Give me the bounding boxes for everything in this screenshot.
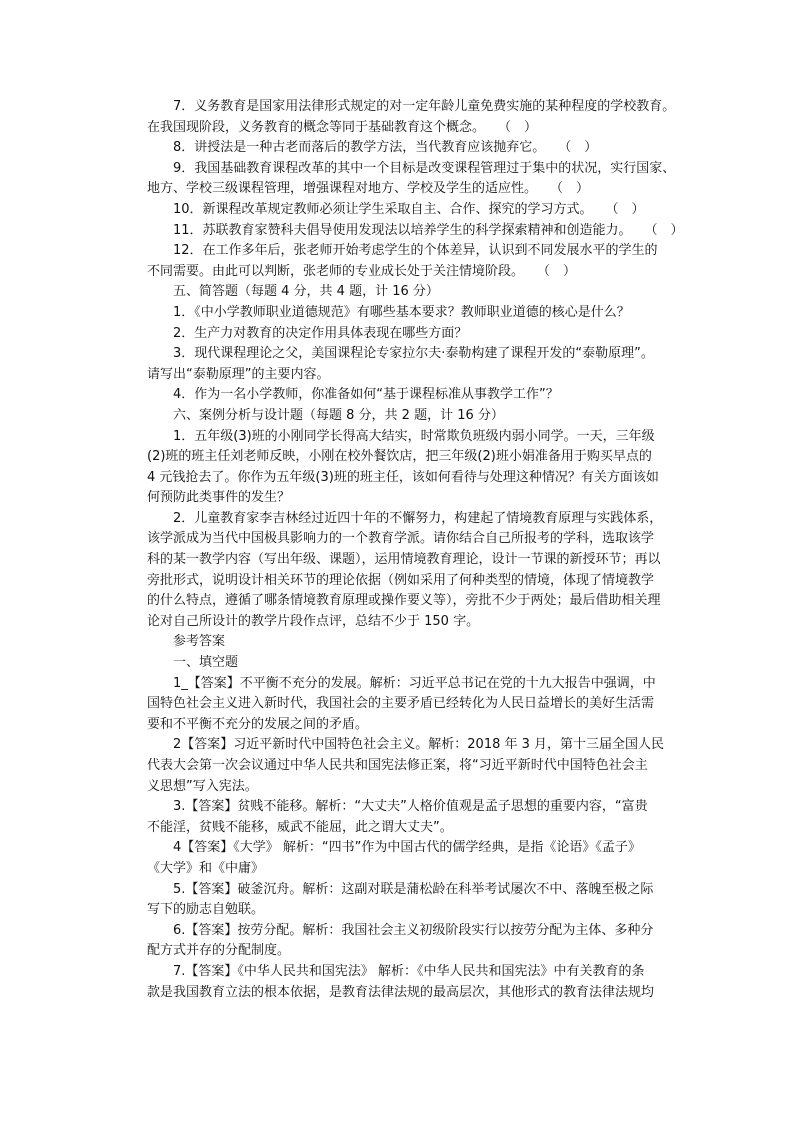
text-line: 6.【答案】按劳分配。解析：我国社会主义初级阶段实行以按劳分配为主体、多种分 xyxy=(147,922,654,938)
section-heading-fill-blank xyxy=(147,653,657,674)
answer-7 xyxy=(147,962,657,1003)
question-10 xyxy=(147,200,657,221)
answer-4 xyxy=(147,838,657,879)
answer-2 xyxy=(147,735,665,797)
case-question-2 xyxy=(147,509,663,633)
text-line: 不同需要。由此可以判断，张老师的专业成长处于关注情境阶段。 （ ） xyxy=(147,263,577,279)
short-answer-1 xyxy=(147,303,657,324)
text-line: 3．现代课程理论之父，美国课程论专家拉尔夫·泰勒构建了课程开发的“泰勒原理”。 xyxy=(147,346,654,362)
text-line: 六、案例分析与设计题（每题 8 分，共 2 题，计 16 分） xyxy=(147,407,504,423)
short-answer-4 xyxy=(147,385,657,406)
text-line: 参考答案 xyxy=(147,634,226,650)
text-line: 7．义务教育是国家用法律形式规定的对一定年龄儿童免费实施的某种程度的学校教育。 xyxy=(147,99,676,114)
text-line: 要和不平衡不充分的发展之间的矛盾。 xyxy=(147,716,369,732)
text-line: 3.【答案】贫贱不能移。解析：“大丈夫”人格价值观是孟子思想的重要内容，“富贵 xyxy=(147,799,648,815)
text-line: 5.【答案】破釜沉舟。解析：这副对联是蒲松龄在科举考试屡次不中、落魄至极之际 xyxy=(147,881,654,897)
text-line: 款是我国教育立法的根本依据，是教育法律法规的最高层次，其他形式的教育法律法规均 xyxy=(147,984,655,1000)
reference-answers-heading xyxy=(147,632,657,653)
text-line: 9．我国基础教育课程改革的其中一个目标是改变课程管理过于集中的状况，实行国家、 xyxy=(147,160,676,176)
text-line: 1_【答案】不平衡不充分的发展。解析：习近平总书记在党的十九大报告中强调，中 xyxy=(147,675,656,691)
text-line: 2【答案】习近平新时代中国特色社会主义。解析：2018 年 3 月，第十三届全国人民 xyxy=(147,737,665,753)
answer-1 xyxy=(147,674,657,736)
document-body xyxy=(147,97,684,1003)
text-line: 旁批形式，说明设计相关环节的理论依据（例如采用了何种类型的情境，体现了情境教学 xyxy=(147,572,655,588)
answer-5 xyxy=(147,880,657,921)
text-line: 何预防此类事件的发生？ xyxy=(147,490,291,506)
question-9 xyxy=(147,159,676,200)
section-heading-short-answer xyxy=(147,282,657,303)
text-line: 配方式并存的分配制度。 xyxy=(147,943,291,959)
text-line: 12．在工作多年后，张老师开始考虑学生的个体差异，认识到不同发展水平的学生的 xyxy=(147,243,658,259)
text-line: 的什么特点，遵循了哪条情境教育原理或操作要义等），旁批不少于两处；最后借助相关理 xyxy=(147,593,661,609)
text-line: 4 元钱抢去了。你作为五年级(3)班的班主任，该如何看待与处理这种情况？有关方面该如 xyxy=(147,469,659,485)
text-line: 11．苏联教育家赞科夫倡导使用发现法以培养学生的科学探索精神和创造能力。 （ ） xyxy=(147,222,684,238)
text-line: 2．儿童教育家李吉林经过近四十年的不懈努力，构建起了情境教育原理与实践体系， xyxy=(147,510,663,526)
text-line: 7.【答案】《中华人民共和国宪法》 解析：《中华人民共和国宪法》中有关教育的条 xyxy=(147,963,645,979)
text-line: 写下的励志自勉联。 xyxy=(147,902,265,918)
text-line: 请写出“泰勒原理”的主要内容。 xyxy=(147,366,330,382)
text-line: 10．新课程改革规定教师必须让学生采取自主、合作、探究的学习方式。 （ ） xyxy=(147,201,645,217)
text-line: 1．《中小学教师职业道德规范》有哪些基本要求？教师职业道德的核心是什么？ xyxy=(147,304,630,320)
text-line: 地方、学校三级课程管理，增强课程对地方、学校及学生的适应性。 （ ） xyxy=(147,181,590,197)
text-line: 4【答案】《大学》 解析：“四书”作为中国古代的儒学经典，是指《论语》《孟子》 xyxy=(147,840,641,856)
text-line: 该学派成为当代中国极具影响力的一个教育学派。请你结合自己所报考的学科，选取该学 xyxy=(147,531,655,547)
question-8 xyxy=(147,138,657,159)
text-line: 2．生产力对教育的决定作用具体表现在哪些方面？ xyxy=(147,325,468,341)
question-7 xyxy=(147,97,676,138)
text-line: 国特色社会主义进入新时代，我国社会的主要矛盾已经转化为人民日益增长的美好生活需 xyxy=(147,696,655,712)
answer-6 xyxy=(147,921,657,962)
text-line: 4．作为一名小学教师，你准备如何“基于课程标准从事教学工作”？ xyxy=(147,387,559,403)
text-line: 义思想”写入宪法。 xyxy=(147,778,258,794)
question-12 xyxy=(147,241,657,282)
text-line: 一、填空题 xyxy=(147,655,239,671)
text-line: 在我国现阶段，义务教育的概念等同于基础教育这个概念。 （ ） xyxy=(147,119,538,135)
text-line: 论对自己所设计的教学片段作点评，总结不少于 150 字。 xyxy=(147,613,480,629)
text-line: 《大学》和《中庸》 xyxy=(147,860,265,876)
short-answer-3 xyxy=(147,344,657,385)
short-answer-2 xyxy=(147,324,657,345)
text-line: 科的某一教学内容（写出年级、课题），运用情境教育理论，设计一节课的新授环节；再以 xyxy=(147,552,661,568)
answer-3 xyxy=(147,797,657,838)
text-line: 五、简答题（每题 4 分，共 4 题，计 16 分） xyxy=(147,284,439,300)
text-line: 不能淫，贫贱不能移，威武不能屈，此之谓大丈夫”。 xyxy=(147,819,453,835)
case-question-1 xyxy=(147,427,657,509)
text-line: (2)班的班主任刘老师反映，小刚在校外餐饮店，把三年级(2)班小娟准备用于购买早点的 xyxy=(147,449,652,465)
question-11 xyxy=(147,221,684,242)
text-line: 代表大会第一次会议通过中华人民共和国宪法修正案，将“习近平新时代中国特色社会主 xyxy=(147,758,648,773)
text-line: 8．讲授法是一种古老而落后的教学方法，当代教育应该抛弃它。 （ ） xyxy=(147,140,598,156)
section-heading-case-analysis xyxy=(147,406,657,427)
text-line: 1．五年级(3)班的小刚同学长得高大结实，时常欺负班级内弱小同学。一天，三年级 xyxy=(147,428,655,444)
